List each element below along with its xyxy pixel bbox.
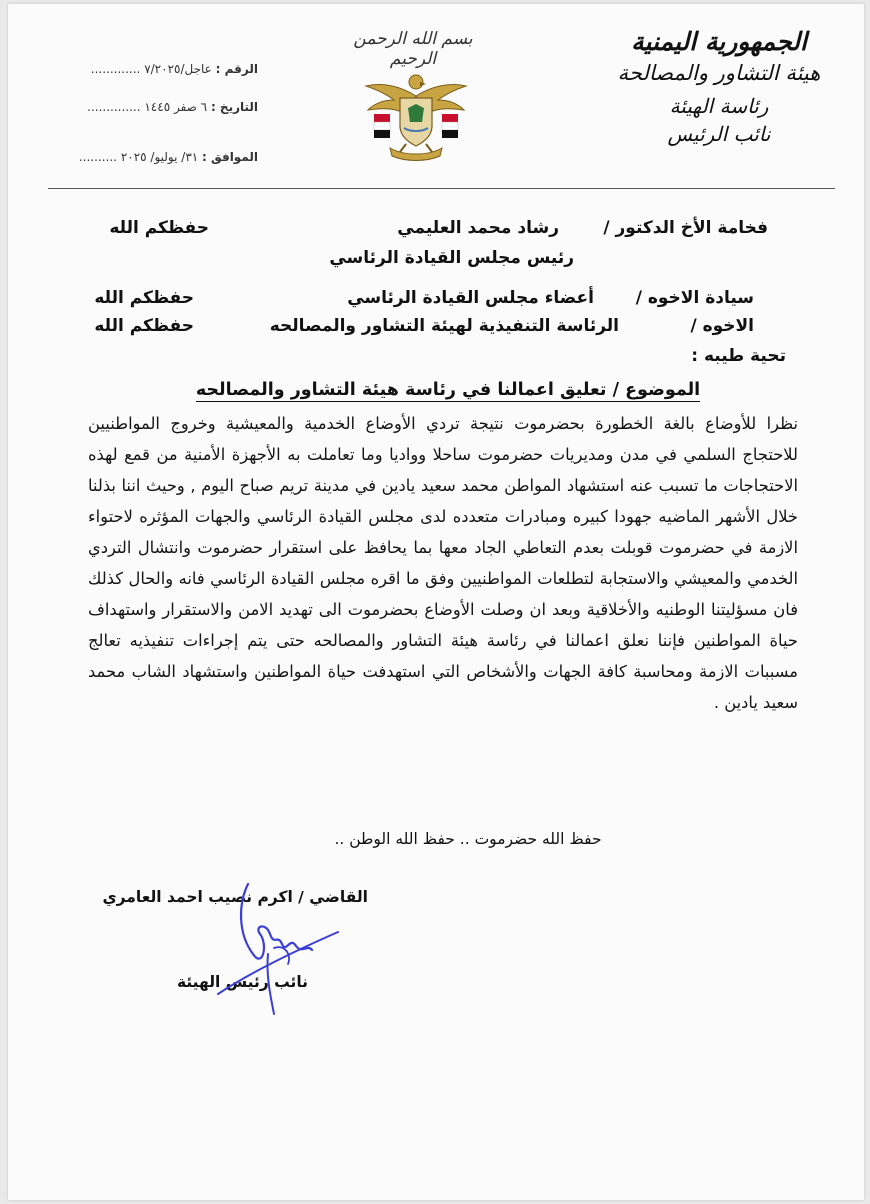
closing-line: حفظ الله حضرموت .. حفظ الله الوطن .. xyxy=(334,830,602,848)
addressee-1-blessing: حفظكم الله xyxy=(109,218,209,238)
hijri-date-value: ٦ صفر ١٤٤٥ xyxy=(144,100,208,114)
addressee-3-blessing: حفظكم الله xyxy=(94,316,194,336)
letterhead xyxy=(604,26,834,148)
subject-line xyxy=(178,380,718,400)
reference-value: عاجل/٧/٢٠٢٥ xyxy=(144,62,212,76)
addressee-1-salutation: فخامة الأخ الدكتور / xyxy=(603,218,768,238)
hijri-date: التاريخ : ٦ صفر ١٤٤٥ .............. xyxy=(87,100,258,114)
reference-label: الرقم : xyxy=(215,62,258,76)
gregorian-date-label: الموافق : xyxy=(202,150,258,164)
reference-number: الرقم : عاجل/٧/٢٠٢٥ ............. xyxy=(90,62,258,76)
addressee-3-salutation: الاخوه / xyxy=(690,316,754,336)
subject-text: الموضوع / تعليق اعمالنا في رئاسة هيئة التشاور والمصالحه xyxy=(195,380,701,400)
gregorian-date-value: ٣١/ يوليو/ ٢٠٢٥ xyxy=(120,150,199,164)
letterhead-authority: هيئة التشاور والمصالحة xyxy=(617,61,821,85)
letterhead-office: رئاسة الهيئة xyxy=(669,94,769,118)
signer-name: القاضي / اكرم نصيب احمد العامري xyxy=(102,888,368,906)
addressee-1-name: رشاد محمد العليمي xyxy=(397,218,559,238)
hijri-date-label: التاريخ : xyxy=(210,100,258,114)
addressee-2-salutation: سيادة الاخوه / xyxy=(635,288,754,308)
signer-title: نائب رئيس الهيئة xyxy=(176,973,308,991)
greeting: تحية طيبه : xyxy=(691,346,786,366)
addressee-2-blessing: حفظكم الله xyxy=(94,288,194,308)
addressee-3-name: الرئاسة التنفيذية لهيئة التشاور والمصالحه xyxy=(269,316,619,336)
basmala: بسم الله الرحمن الرحيم xyxy=(353,29,473,69)
header-divider xyxy=(48,188,835,189)
yemen-eagle-emblem xyxy=(360,56,472,168)
addressee-1-title: رئيس مجلس القيادة الرئاسي xyxy=(329,248,574,268)
letterhead-position: نائب الرئيس xyxy=(667,122,771,146)
handwritten-signature xyxy=(208,874,348,1024)
gregorian-date: الموافق : ٣١/ يوليو/ ٢٠٢٥ .......... xyxy=(78,150,258,164)
letterhead-country: الجمهورية اليمنية xyxy=(631,27,807,56)
letter-page xyxy=(8,4,864,1200)
letter-body: نظرا للأوضاع بالغة الخطورة بحضرموت نتيجة تردي الأوضاع الخدمية والمعيشية وخروج المواطنيين للاحتجاج السلمي في مدن ومديريات حضرموت ساحلا وواديا وما تعاملت به الأجهزة الأمنية من قمع لهذه الاحتجاجات ما تسبب عنه استشهاد المواطن محمد سعيد يادين في مدينة تريم صباح اليوم , وحيث اننا بذلنا خلال الأشهر الماضيه جهودا كبيره ومبادرات متعدده لدى مجلس القيادة الرئاسي والجهات المؤثره لاحتواء الازمة في حضرموت قوبلت بعدم التعاطي الجاد معها بما يحافظ على استقرار حضرموت وانتشال التردي الخدمي والمعيشي والاستجابة لتطلعات المواطنيين وفق ما اقره مجلس القيادة الرئاسي فانه والحال كذلك فان مسؤليتنا الوطنيه والأخلاقية وبعد ان وصلت الأوضاع بحضرموت الى تهديد الامن والاستقرار واستهداف حياة المواطنين فإننا نعلق اعمالنا في رئاسة هيئة التشاور والمصالحه حتى يتم إجراءات تنفيذيه تعالج مسببات الازمة ومحاسبة كافة الجهات والأشخاص التي استهدفت حياة المواطنين واستشهاد الشاب محمد سعيد يادين . xyxy=(88,414,798,712)
addressee-2-name: أعضاء مجلس القيادة الرئاسي xyxy=(347,288,594,308)
